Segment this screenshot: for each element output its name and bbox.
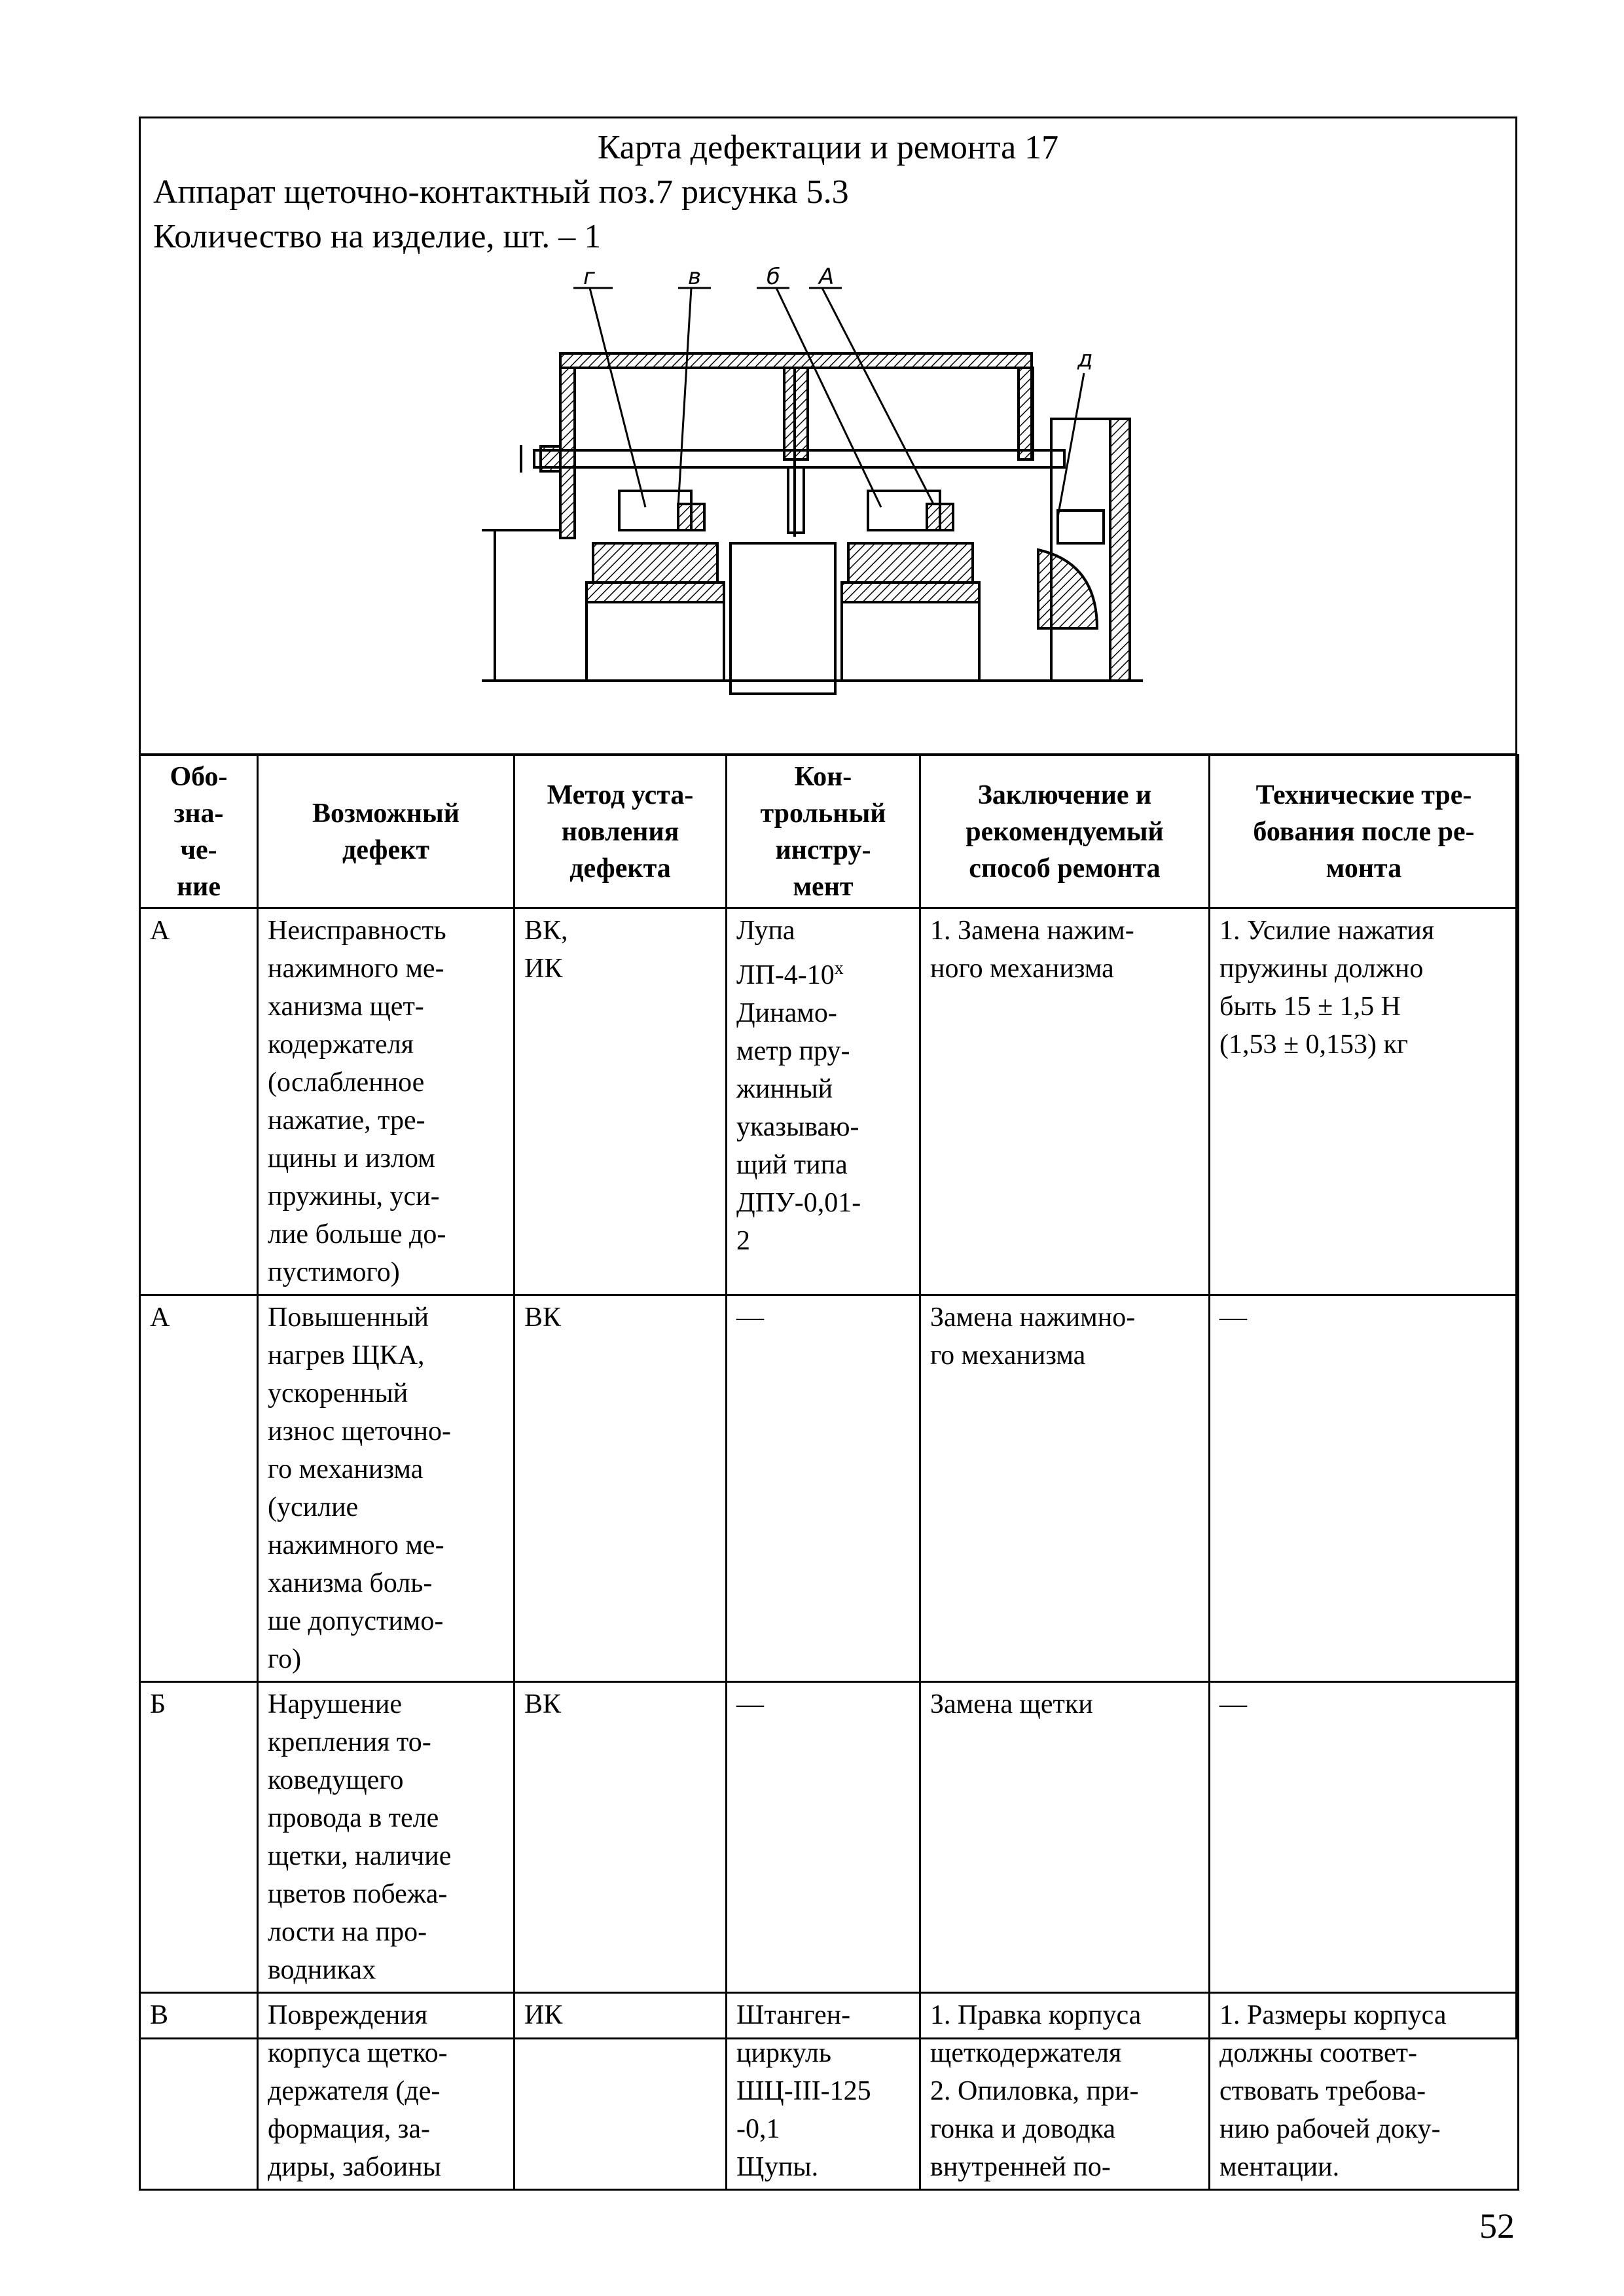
cell-tool: Штанген- циркуль ШЦ-III-125 -0,1 Щупы. bbox=[727, 1993, 920, 2190]
table-row bbox=[140, 1993, 1519, 2190]
cell-requirements: — bbox=[1210, 1682, 1519, 1993]
col-header-repair: Заключение и рекомендуемый способ ремонта bbox=[920, 755, 1210, 908]
brush-contact-apparatus-drawing bbox=[482, 264, 1143, 694]
col-header-tool: Кон- трольный инстру- мент bbox=[727, 755, 920, 908]
cell-code: В bbox=[140, 1993, 258, 2190]
col-header-requirements: Технические тре- бования после ре- монта bbox=[1210, 755, 1519, 908]
cell-method: ИК bbox=[514, 1993, 727, 2190]
table-row bbox=[140, 1295, 1519, 1682]
cell-requirements: — bbox=[1210, 1295, 1519, 1682]
col-header-method: Метод уста- новления дефекта bbox=[514, 755, 727, 908]
card-title: Карта дефектации и ремонта 17 bbox=[597, 129, 1059, 166]
cell-tool: — bbox=[727, 1682, 920, 1993]
cell-defect: Нарушение крепления то- коведущего провода в теле щетки, наличие цветов побежа- лости на про- водниках bbox=[258, 1682, 514, 1993]
cell-repair: Замена щетки bbox=[920, 1682, 1210, 1993]
tool-rest: Динамо- метр пру- жинный указываю- щий типа ДПУ-0,01- 2 bbox=[736, 998, 861, 1256]
cell-tool bbox=[727, 908, 920, 1295]
cell-code: А bbox=[140, 908, 258, 1295]
cell-code: А bbox=[140, 1295, 258, 1682]
cell-defect: Повреждения корпуса щетко- держателя (де- формация, за- диры, забоины bbox=[258, 1993, 514, 2190]
table-row bbox=[140, 1682, 1519, 1993]
label-g: г bbox=[583, 264, 595, 290]
page-number: 52 bbox=[1479, 2206, 1515, 2246]
label-d: д bbox=[1077, 346, 1093, 372]
cell-method: ВК, ИК bbox=[514, 908, 727, 1295]
cell-repair: 1. Замена нажим- ного механизма bbox=[920, 908, 1210, 1295]
table-header-row bbox=[140, 755, 1519, 908]
label-v: в bbox=[688, 264, 702, 290]
defects-table bbox=[139, 754, 1519, 2191]
tool-superscript: х bbox=[834, 958, 844, 978]
cell-repair: 1. Правка корпуса щеткодержателя 2. Опиловка, при- гонка и доводка внутренней по- bbox=[920, 1993, 1210, 2190]
cell-tool: — bbox=[727, 1295, 920, 1682]
cell-requirements: 1. Усилие нажатия пружины должно быть 15 ± 1,5 Н (1,53 ± 0,153) кг bbox=[1210, 908, 1519, 1295]
card-subtitle: Аппарат щеточно-контактный поз.7 рисунка 5.3 bbox=[153, 173, 849, 211]
table-row bbox=[140, 908, 1519, 1295]
col-header-code: Обо- зна- че- ние bbox=[140, 755, 258, 908]
col-header-defect: Возможный дефект bbox=[258, 755, 514, 908]
cell-repair: Замена нажимно- го механизма bbox=[920, 1295, 1210, 1682]
cell-method: ВК bbox=[514, 1682, 727, 1993]
tool-prefix: Лупа ЛП-4-10 bbox=[736, 916, 835, 990]
cell-defect: Неисправность нажимного ме- ханизма щет- кодержателя (ослабленное нажатие, тре- щины и излом пружины, уси- лие больше до- пустимого) bbox=[258, 908, 514, 1295]
label-b: б bbox=[767, 264, 780, 290]
cell-code: Б bbox=[140, 1682, 258, 1993]
cell-method: ВК bbox=[514, 1295, 727, 1682]
label-a: А bbox=[819, 264, 835, 290]
cell-defect: Повышенный нагрев ЩКА, ускоренный износ щеточно- го механизма (усилие нажимного ме- ханизма боль- ше допустимо- го) bbox=[258, 1295, 514, 1682]
cell-requirements: 1. Размеры корпуса должны соответ- ствовать требова- нию рабочей доку- ментации. bbox=[1210, 1993, 1519, 2190]
card-quantity: Количество на изделие, шт. – 1 bbox=[153, 218, 602, 255]
